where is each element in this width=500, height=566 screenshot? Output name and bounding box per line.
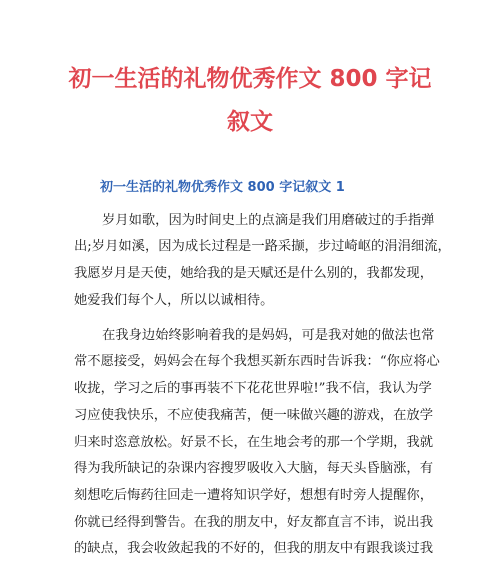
paragraph-1-line-4: 她爱我们每个人，所以以诚相待。 <box>74 293 274 308</box>
section-heading: 初一生活的礼物优秀作文 800 字记叙文 1 <box>100 180 345 195</box>
paragraph-1-line-1: 岁月如歌，因为时间史上的点滴是我们用磨破过的手指弹 <box>102 213 435 228</box>
document-title-line-1: 初一生活的礼物优秀作文 800 字记 <box>68 66 432 92</box>
paragraph-2-line-3: 收拢，学习之后的事再装不下花花世界啦!”我不信，我认为学 <box>74 381 432 396</box>
paragraph-2-line-9: 的缺点，我会收敛起我的不好的，但我的朋友中有跟我谈过我 <box>74 541 434 556</box>
document-title-line-2: 叙文 <box>227 109 273 135</box>
paragraph-2-line-2: 常不愿接受，妈妈会在每个我想买新东西时告诉我：“你应将心 <box>74 354 440 369</box>
paragraph-1-line-3: 我愿岁月是天使，她给我的是天赋还是什么别的，我都发现， <box>74 266 434 281</box>
paragraph-2-line-7: 刻想吃后悔药往回走一遭将知识学好，想想有时旁人提醒你， <box>74 488 434 503</box>
paragraph-1-line-2: 出;岁月如溪，因为成长过程是一路采撷，步过崎岖的涓涓细流， <box>74 239 451 254</box>
paragraph-2-line-5: 归来时恣意放松。好景不长，在生地会考的那一个学期，我就 <box>74 435 434 450</box>
paragraph-2-line-6: 得为我所缺记的杂课内容搜罗吸收入大脑，每天头昏脑涨，有 <box>74 461 434 476</box>
paragraph-2-line-1: 在我身边始终影响着我的是妈妈，可是我对她的做法也常 <box>102 328 435 343</box>
paragraph-2-line-8: 你就已经得到警告。在我的朋友中，好友都直言不讳，说出我 <box>74 515 434 530</box>
paragraph-2-line-4: 习应使我快乐，不应使我痛苦，便一味做兴趣的游戏，在放学 <box>74 408 434 423</box>
